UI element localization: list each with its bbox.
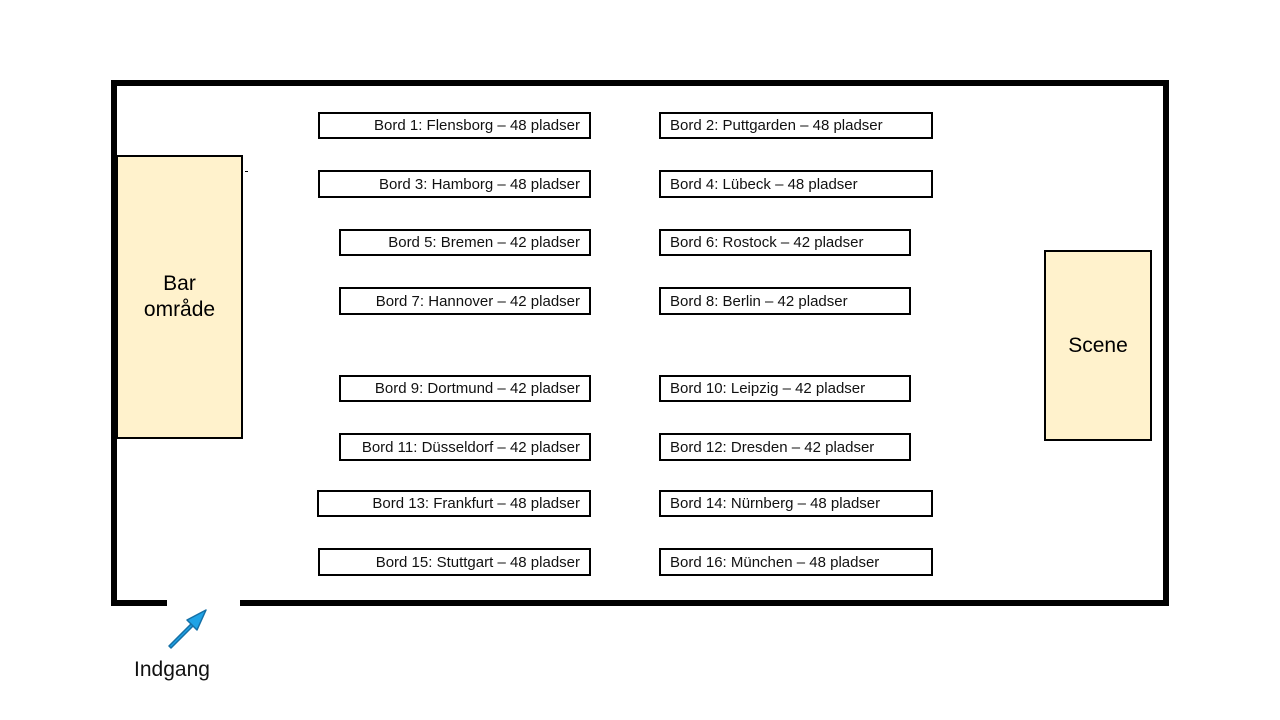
table-8	[659, 287, 911, 315]
table-label: Bord 11: Düsseldorf – 42 pladser	[361, 438, 580, 456]
table-label: Bord 12: Dresden – 42 pladser	[670, 438, 875, 456]
wall-right	[1163, 80, 1169, 606]
table-label: Bord 16: München – 48 pladser	[670, 553, 880, 571]
table-label: Bord 15: Stuttgart – 48 pladser	[375, 553, 580, 571]
table-9	[339, 375, 591, 402]
entrance-arrow-shape	[169, 610, 206, 648]
table-label: Bord 7: Hannover – 42 pladser	[375, 292, 580, 310]
table-3	[318, 170, 591, 198]
table-label: Bord 5: Bremen – 42 pladser	[388, 234, 580, 251]
table-12	[659, 433, 911, 461]
decorative-dash	[245, 171, 248, 172]
table-label: Bord 13: Frankfurt – 48 pladser	[372, 495, 580, 512]
entrance-label: Indgang	[134, 658, 210, 681]
table-label: Bord 3: Hamborg – 48 pladser	[379, 175, 580, 193]
table-label: Bord 1: Flensborg – 48 pladser	[374, 117, 580, 134]
table-15	[318, 548, 591, 576]
table-4	[659, 170, 933, 198]
bar-area-label-line2: område	[143, 298, 216, 321]
table-6	[659, 229, 911, 256]
table-5	[339, 229, 591, 256]
bar-area-label-line1: Bar	[163, 272, 196, 295]
table-13	[317, 490, 591, 517]
table-1	[318, 112, 591, 139]
table-label: Bord 9: Dortmund – 42 pladser	[374, 380, 580, 397]
bar-area	[116, 155, 243, 439]
wall-top	[111, 80, 1169, 86]
table-11	[339, 433, 591, 461]
table-14	[659, 490, 933, 517]
table-16	[659, 548, 933, 576]
table-label: Bord 6: Rostock – 42 pladser	[670, 234, 864, 251]
stage-label: Scene	[1068, 333, 1128, 357]
table-2	[659, 112, 933, 139]
table-7	[339, 287, 591, 315]
table-10	[659, 375, 911, 402]
wall-bottom-right	[240, 600, 1169, 606]
table-label: Bord 10: Leipzig – 42 pladser	[670, 380, 866, 397]
table-label: Bord 4: Lübeck – 48 pladser	[670, 175, 858, 193]
table-label: Bord 2: Puttgarden – 48 pladser	[670, 117, 883, 134]
table-label: Bord 8: Berlin – 42 pladser	[670, 292, 848, 310]
entrance-arrow-icon	[164, 606, 214, 654]
table-label: Bord 14: Nürnberg – 48 pladser	[670, 495, 881, 512]
wall-bottom-left	[111, 600, 167, 606]
stage-area	[1044, 250, 1152, 441]
